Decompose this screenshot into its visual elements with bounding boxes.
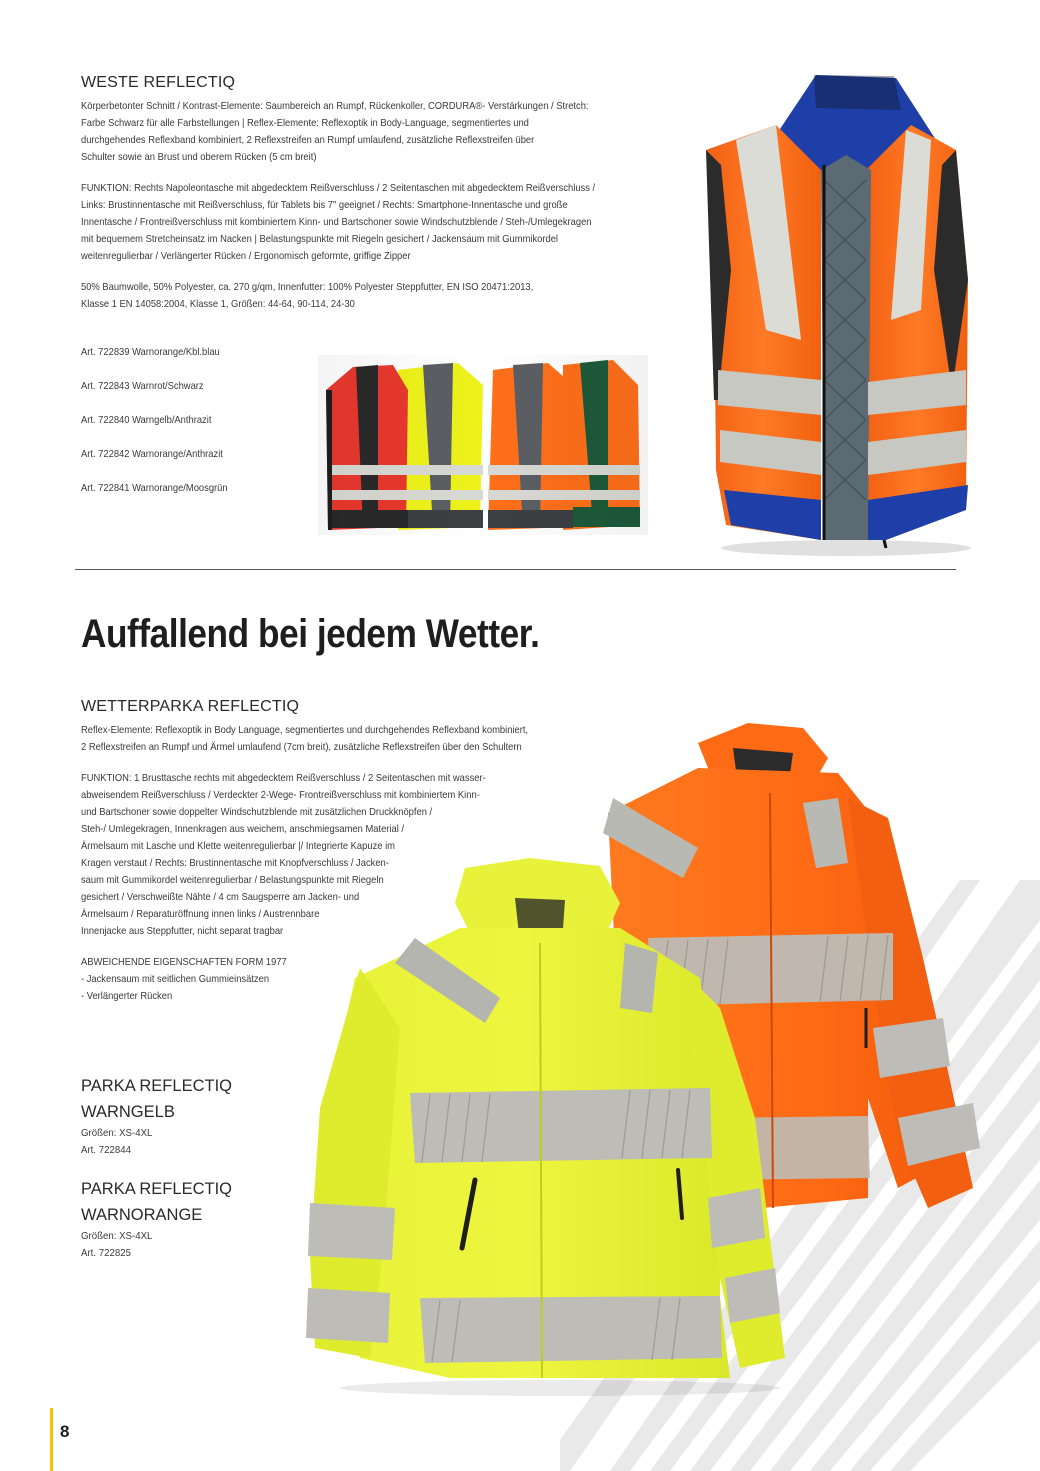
product-yellow-info bbox=[81, 1073, 281, 1159]
product-title: PARKA REFLECTIQ WARNORANGE bbox=[81, 1180, 232, 1224]
vest-function-text: FUNKTION: Rechts Napoleontasche mit abgedecktem Reißverschluss / 2 Seitentaschen mit abgedecktem Reißverschluss / Links: Brustinnentasche mit Reißverschluss, für Tablets bis 7" geeignet / Rechts: Smartphone-Innentasche und große Innentasche / Frontreißverschluss mit kombiniertem Kinn- und Bartschoner sowie Windschutzblende / Steh-/Umlegekragen mit bequemem Stretcheinsatz im Nacken | Belastungspunkte mit Riegeln gesichert / Jackensaum mit Gummikordel weitenregulierbar / Verlängerter Rücken / Ergonomisch geformte, griffige Zipper bbox=[81, 183, 596, 262]
vest-article-item: Art. 722841 Warnorange/Moosgrün bbox=[81, 483, 228, 494]
vest-color-variants-image bbox=[318, 355, 648, 535]
product-article: Art. 722825 bbox=[81, 1247, 131, 1259]
product-title: PARKA REFLECTIQ WARNGELB bbox=[81, 1077, 232, 1121]
vest-description: Körperbetonter Schnitt / Kontrast-Elemente: Saumbereich an Rumpf, Rückenkoller, CORDURA®- Verstärkungen / Stretch: Farbe Schwarz für alle Farbstellungen | Reflex-Elemente: Reflexoptik in Body-Language, segmentiertes und durchgehendes Reflexband kombiniert, 2 Reflexstreifen an Rumpf umlaufend, zusätzliche Reflexstreifen über Schulter sowie an Brust und oberem Rücken (5 cm breit) bbox=[81, 101, 589, 163]
product-sizes: Größen: XS-4XL bbox=[81, 1127, 153, 1139]
vest-article-item: Art. 722839 Warnorange/Kbl.blau bbox=[81, 347, 220, 358]
vest-main-image bbox=[696, 70, 986, 560]
parka-section-title: WETTERPARKA REFLECTIQ bbox=[81, 698, 300, 715]
page-accent-bar bbox=[50, 1408, 53, 1471]
parka-deviations-text: ABWEICHENDE EIGENSCHAFTEN FORM 1977 - Jackensaum mit seitlichen Gummieinsätzen - Verlängerter Rücken bbox=[81, 957, 287, 1002]
vest-article-item: Art. 722842 Warnorange/Anthrazit bbox=[81, 449, 223, 460]
product-article: Art. 722844 bbox=[81, 1144, 131, 1156]
vest-article-item: Art. 722840 Warngelb/Anthrazit bbox=[81, 415, 212, 426]
parka-description: Reflex-Elemente: Reflexoptik in Body Language, segmentiertes und durchgehendes Reflexband kombiniert, 2 Reflexstreifen an Rumpf und Ärmel umlaufend (7cm breit), zusätzliche Reflexstreifen über den Schultern bbox=[81, 725, 529, 753]
vest-article-item: Art. 722843 Warnrot/Schwarz bbox=[81, 381, 204, 392]
page-number: 8 bbox=[60, 1422, 70, 1441]
parka-text-block bbox=[81, 698, 601, 1019]
product-orange-info bbox=[81, 1176, 281, 1262]
parka-function-text: FUNKTION: 1 Brusttasche rechts mit abgedecktem Reißverschluss / 2 Seitentaschen mit wasser- abweisendem Reißverschluss / Verdeckter 2-Wege- Frontreißverschluss mit kombiniertem Kinn- und Bartschoner sowie doppelter Windschutzblende mit zusätzlichen Druckknöpfen / Steh-/ Umlegekragen, Innenkragen aus weichem, anschmiegsamen Material / Ärmelsaum mit Lasche und Klette weitenregulierbar |/ Integrierte Kapuze im Kragen verstaut / Rechts: Brustinnentasche mit Knopfverschluss / Jacken- saum mit Gummikordel weitenregulierbar / Belastungspunkte mit Riegeln gesichert / Verschweißte Nähte / 4 cm Saugsperre am Jacken- und Ärmelsaum / Reparaturöffnung innen links / Austrennbare Innenjacke aus Steppfutter, nicht separat tragbar bbox=[81, 773, 486, 937]
section-divider bbox=[75, 569, 956, 570]
vest-section-title: WESTE REFLECTIQ bbox=[81, 74, 236, 91]
product-sizes: Größen: XS-4XL bbox=[81, 1230, 153, 1242]
page-headline: Auffallend bei jedem Wetter. bbox=[81, 612, 540, 656]
vest-material-text: 50% Baumwolle, 50% Polyester, ca. 270 g/qm, Innenfutter: 100% Polyester Steppfutter, EN ISO 20471:2013, Klasse 1 EN 14058:2004, Klasse 1, Größen: 44-64, 90-114, 24-30 bbox=[81, 282, 534, 310]
